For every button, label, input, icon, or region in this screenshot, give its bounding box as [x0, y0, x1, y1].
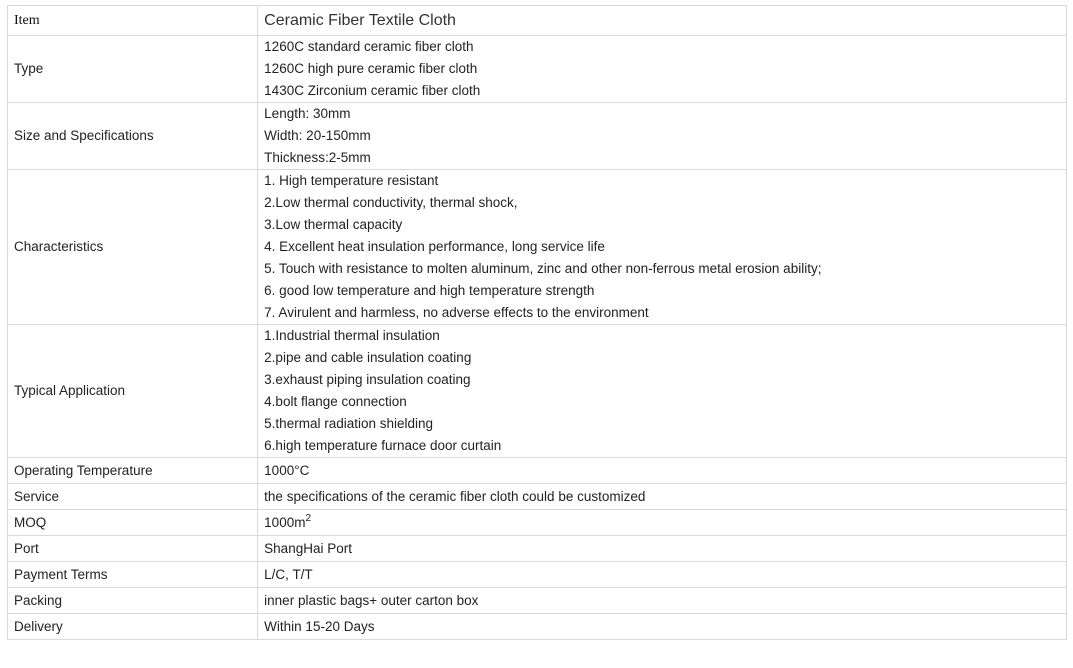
row-label: Payment Terms: [8, 562, 258, 588]
value-line: Length: 30mm: [264, 106, 351, 121]
row-label: Size and Specifications: [8, 103, 258, 170]
row-value: inner plastic bags+ outer carton box: [258, 588, 1067, 614]
moq-value: 1000m: [264, 514, 306, 530]
row-value: [258, 510, 1067, 536]
row-value: [258, 325, 1067, 458]
table-header-row: [8, 6, 1067, 36]
row-label: Typical Application: [8, 325, 258, 458]
row-value: [258, 36, 1067, 103]
value-line: 2.pipe and cable insulation coating: [264, 350, 472, 365]
value-line: 7. Avirulent and harmless, no adverse effects to the environment: [264, 305, 649, 320]
value-line: 1430C Zirconium ceramic fiber cloth: [264, 83, 481, 98]
table-row-payment-terms: [8, 562, 1067, 588]
row-label: Packing: [8, 588, 258, 614]
spec-table: [7, 5, 1067, 640]
moq-unit-superscript: 2: [305, 512, 312, 524]
header-value: Ceramic Fiber Textile Cloth: [258, 6, 1067, 36]
row-label: Delivery: [8, 614, 258, 640]
row-label: MOQ: [8, 510, 258, 536]
row-label: Service: [8, 484, 258, 510]
row-label: Characteristics: [8, 170, 258, 325]
value-line: 4.bolt flange connection: [264, 394, 407, 409]
header-label: Item: [8, 6, 258, 36]
table-row-moq: [8, 510, 1067, 536]
row-value: 1000°C: [258, 458, 1067, 484]
row-label: Port: [8, 536, 258, 562]
value-line: 3.Low thermal capacity: [264, 217, 403, 232]
value-line: 1260C high pure ceramic fiber cloth: [264, 61, 478, 76]
row-value: [258, 170, 1067, 325]
value-line: 1. High temperature resistant: [264, 173, 439, 188]
row-value: ShangHai Port: [258, 536, 1067, 562]
table-row-packing: [8, 588, 1067, 614]
row-label: Operating Temperature: [8, 458, 258, 484]
value-line: 1.Industrial thermal insulation: [264, 328, 440, 343]
row-label: Type: [8, 36, 258, 103]
value-line: 6.high temperature furnace door curtain: [264, 438, 502, 453]
table-row-operating-temperature: [8, 458, 1067, 484]
row-value: L/C, T/T: [258, 562, 1067, 588]
value-line: 6. good low temperature and high temperature strength: [264, 283, 595, 298]
table-row-characteristics: [8, 170, 1067, 325]
table-row-type: [8, 36, 1067, 103]
value-line: 5. Touch with resistance to molten aluminum, zinc and other non-ferrous metal erosion ability;: [264, 261, 822, 276]
value-line: 4. Excellent heat insulation performance, long service life: [264, 239, 605, 254]
value-line: Width: 20-150mm: [264, 128, 371, 143]
value-line: 2.Low thermal conductivity, thermal shock,: [264, 195, 518, 210]
value-line: 5.thermal radiation shielding: [264, 416, 434, 431]
row-value: [258, 103, 1067, 170]
table-row-delivery: [8, 614, 1067, 640]
table-row-application: [8, 325, 1067, 458]
table-row-service: [8, 484, 1067, 510]
row-value: Within 15-20 Days: [258, 614, 1067, 640]
table-row-port: [8, 536, 1067, 562]
value-line: 3.exhaust piping insulation coating: [264, 372, 471, 387]
table-row-size: [8, 103, 1067, 170]
row-value: the specifications of the ceramic fiber cloth could be customized: [258, 484, 1067, 510]
value-line: Thickness:2-5mm: [264, 150, 371, 165]
value-line: 1260C standard ceramic fiber cloth: [264, 39, 474, 54]
